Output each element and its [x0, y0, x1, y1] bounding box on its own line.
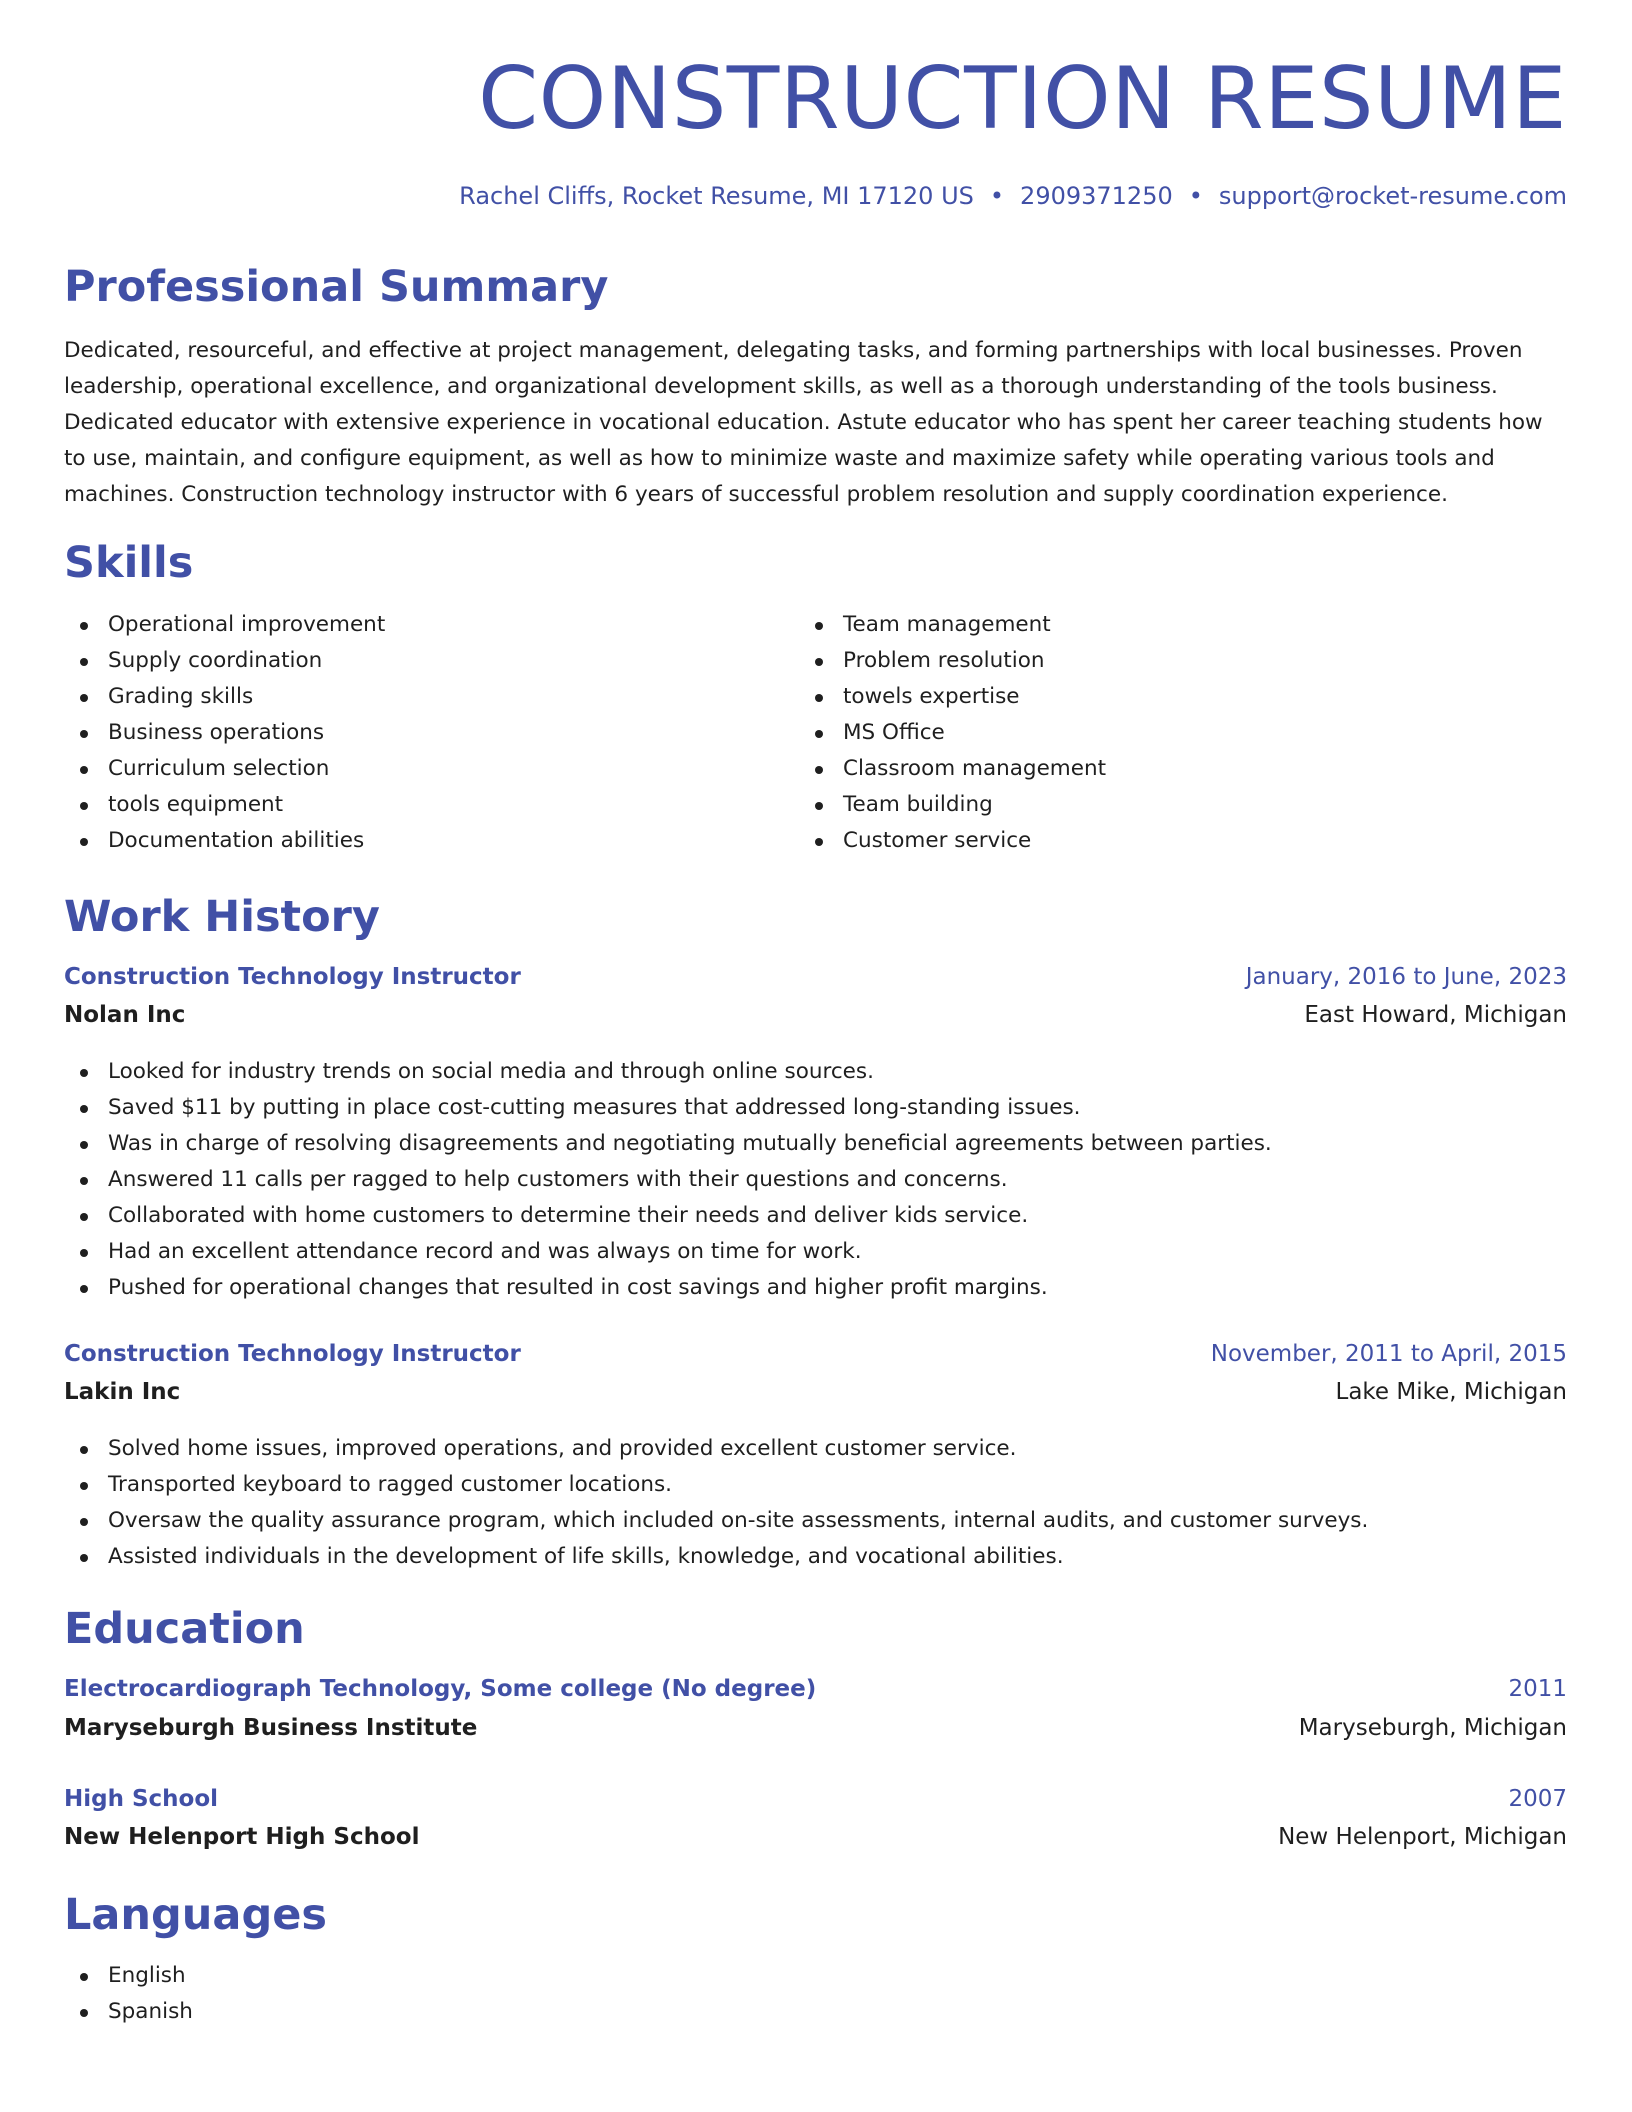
education-degree: Electrocardiograph Technology, Some college (No degree)	[64, 1676, 817, 1702]
duty-item: Collaborated with home customers to determine their needs and deliver kids service.	[64, 1198, 1272, 1234]
resume-page	[64, 0, 1567, 2112]
skills-list-left	[64, 607, 385, 859]
summary-heading: Professional Summary	[64, 262, 609, 312]
skill-item: tools equipment	[64, 787, 385, 823]
contact-line	[459, 182, 1567, 210]
job-header	[64, 1341, 1567, 1375]
skill-item: Documentation abilities	[64, 823, 385, 859]
job-title: Construction Technology Instructor	[64, 964, 521, 990]
education-school: New Helenport High School	[64, 1824, 420, 1850]
education-degree: High School	[64, 1786, 219, 1812]
job-title: Construction Technology Instructor	[64, 1341, 521, 1367]
duty-item: Oversaw the quality assurance program, which included on-site assessments, internal audits, and customer surveys.	[64, 1503, 1368, 1539]
education-year: 2011	[1508, 1676, 1567, 1702]
skill-item: MS Office	[799, 715, 1106, 751]
job-subheader	[64, 1379, 1567, 1413]
education-location: Maryseburgh, Michigan	[1298, 1715, 1567, 1741]
language-item: English	[64, 1958, 193, 1994]
work-heading: Work History	[64, 892, 380, 942]
contact-address: Rachel Cliffs, Rocket Resume, MI 17120 US	[459, 182, 974, 210]
skill-item: Team building	[799, 787, 1106, 823]
duty-item: Had an excellent attendance record and was always on time for work.	[64, 1234, 1272, 1270]
skill-item: Problem resolution	[799, 643, 1106, 679]
skill-item: Team management	[799, 607, 1106, 643]
duty-item: Looked for industry trends on social media and through online sources.	[64, 1054, 1272, 1090]
languages-list	[64, 1958, 193, 2030]
skills-list-right	[799, 607, 1106, 859]
duty-item: Was in charge of resolving disagreements and negotiating mutually beneficial agreements between parties.	[64, 1126, 1272, 1162]
job-duties	[64, 1054, 1272, 1306]
duty-item: Saved $11 by putting in place cost-cutting measures that addressed long-standing issues.	[64, 1090, 1272, 1126]
skill-item: Grading skills	[64, 679, 385, 715]
skills-heading: Skills	[64, 538, 194, 588]
job-location: Lake Mike, Michigan	[1335, 1379, 1567, 1405]
skill-item: Operational improvement	[64, 607, 385, 643]
duty-item: Transported keyboard to ragged customer locations.	[64, 1467, 1368, 1503]
education-subheader	[64, 1824, 1567, 1858]
education-school: Maryseburgh Business Institute	[64, 1715, 478, 1741]
contact-phone: 2909371250	[1020, 182, 1173, 210]
duty-item: Assisted individuals in the development of life skills, knowledge, and vocational abilities.	[64, 1539, 1368, 1575]
language-item: Spanish	[64, 1994, 193, 2030]
contact-email[interactable]: support@rocket-resume.com	[1218, 182, 1567, 210]
education-location: New Helenport, Michigan	[1278, 1824, 1567, 1850]
job-dates: November, 2011 to April, 2015	[1210, 1341, 1567, 1367]
summary-text: Dedicated, resourceful, and effective at project management, delegating tasks, and forming partnerships with local businesses. Proven leadership, operational excellence, and organizational development skills, as well as a thorough understanding of the tools business. Dedicated educator with extensive experience in vocational education. Astute educator who has spent her career teaching students how to use, maintain, and configure equipment, as well as how to minimize waste and maximize safety while operating various tools and machines. Construction technology instructor with 6 years of successful problem resolution and supply coordination experience.	[64, 338, 1543, 507]
skill-item: Supply coordination	[64, 643, 385, 679]
job-header	[64, 964, 1567, 998]
job-subheader	[64, 1002, 1567, 1036]
separator-dot: •	[1188, 182, 1203, 210]
skill-item: Curriculum selection	[64, 751, 385, 787]
job-location: East Howard, Michigan	[1304, 1002, 1567, 1028]
skill-item: Classroom management	[799, 751, 1106, 787]
duty-item: Answered 11 calls per ragged to help customers with their questions and concerns.	[64, 1162, 1272, 1198]
education-year: 2007	[1508, 1786, 1567, 1812]
resume-title: CONSTRUCTION RESUME	[478, 49, 1567, 149]
skill-item: Business operations	[64, 715, 385, 751]
skill-item: towels expertise	[799, 679, 1106, 715]
separator-dot: •	[989, 182, 1005, 210]
job-duties	[64, 1431, 1368, 1575]
skill-item: Customer service	[799, 823, 1106, 859]
duty-item: Pushed for operational changes that resulted in cost savings and higher profit margins.	[64, 1270, 1272, 1306]
education-heading: Education	[64, 1604, 305, 1654]
duty-item: Solved home issues, improved operations, and provided excellent customer service.	[64, 1431, 1368, 1467]
education-header	[64, 1676, 1567, 1710]
education-subheader	[64, 1715, 1567, 1749]
education-header	[64, 1786, 1567, 1820]
languages-heading: Languages	[64, 1890, 327, 1940]
job-company: Nolan Inc	[64, 1002, 186, 1028]
job-dates: January, 2016 to June, 2023	[1245, 964, 1567, 990]
job-company: Lakin Inc	[64, 1379, 181, 1405]
